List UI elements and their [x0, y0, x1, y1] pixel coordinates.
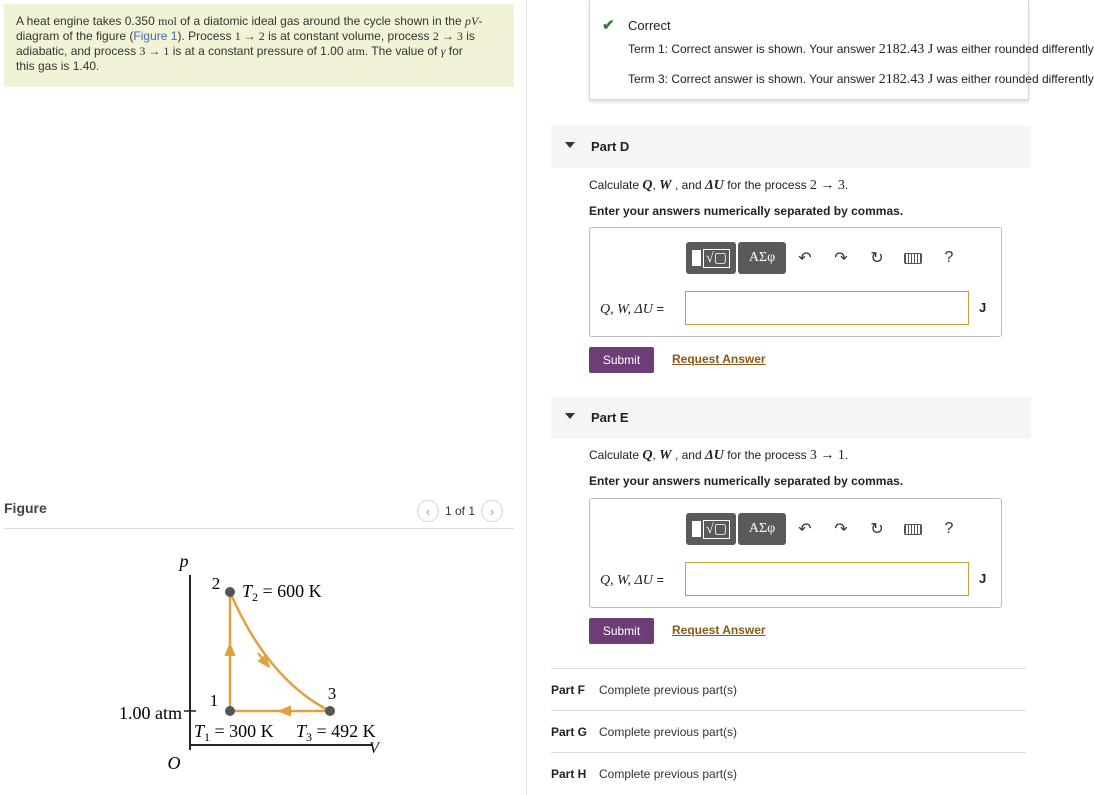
t2-label: $T_2 = 600$ K	[242, 581, 322, 604]
answer-label: Q, W, ΔU =	[600, 572, 665, 588]
undo-icon[interactable]: ↶	[798, 521, 812, 538]
answer-label: Q, W, ΔU =	[600, 301, 665, 317]
keyboard-icon[interactable]	[896, 513, 930, 545]
part-f-row[interactable]: Part F Complete previous part(s)	[551, 668, 1026, 710]
problem-line-4: this gas is 1.40.	[16, 59, 100, 73]
part-e-header[interactable]: Part E	[551, 397, 1031, 439]
collapse-triangle-icon[interactable]	[565, 413, 575, 419]
t1-label: $T_1 = 300$ K	[194, 721, 274, 744]
part-d-header[interactable]: Part D	[551, 126, 1031, 168]
feedback-box	[589, 0, 1094, 100]
point-3-label: 3	[327, 684, 337, 703]
math-toolbar	[686, 242, 966, 274]
t3-label: $T_3 = 492$ K	[296, 721, 376, 744]
help-icon[interactable]: ?	[944, 520, 954, 537]
part-e-submit-button[interactable]: Submit	[589, 618, 654, 644]
greek-symbols-button[interactable]: ΑΣφ	[738, 513, 786, 545]
figure-pager	[417, 500, 503, 522]
redo-icon[interactable]: ↷	[834, 250, 848, 267]
point-1-label: 1	[209, 691, 219, 710]
part-d-instructions: Enter your answers numerically separated by commas.	[589, 204, 904, 218]
part-e-instructions: Enter your answers numerically separated by commas.	[589, 474, 904, 488]
figure-heading: Figure	[4, 500, 47, 516]
part-d-request-answer-link[interactable]: Request Answer	[672, 352, 766, 366]
redo-icon[interactable]: ↷	[834, 521, 848, 538]
greek-symbols-button[interactable]: ΑΣφ	[738, 242, 786, 274]
keyboard-icon[interactable]	[896, 242, 930, 274]
part-e-answer-box	[589, 498, 1002, 608]
figure-link[interactable]: Figure 1	[133, 29, 178, 43]
part-e-request-answer-link[interactable]: Request Answer	[672, 623, 766, 637]
chevron-left-icon[interactable]: ‹	[417, 500, 439, 522]
point-1	[225, 706, 235, 716]
templates-button[interactable]: √▢	[686, 242, 736, 274]
point-3	[325, 706, 335, 716]
problem-line-3: adiabatic, and process 3 → 1 is at a constant pressure of 1.00 atm. The value of γ for	[16, 44, 463, 58]
part-g-row[interactable]: Part G Complete previous part(s)	[551, 710, 1026, 752]
unit-label: J	[979, 300, 987, 315]
templates-button[interactable]: √▢	[686, 513, 736, 545]
math-toolbar	[686, 513, 966, 545]
problem-line-2: diagram of the figure (Figure 1). Process 1 → 2 is at constant volume, process 2 → 3 is	[16, 29, 475, 43]
feedback-title: Correct	[628, 18, 671, 33]
part-d-submit-button[interactable]: Submit	[589, 347, 654, 373]
p-axis-label: p	[179, 551, 189, 571]
undo-icon[interactable]: ↶	[798, 250, 812, 267]
point-2-label: 2	[211, 574, 221, 593]
part-d-answer-box	[589, 227, 1002, 337]
problem-statement	[4, 4, 514, 87]
collapse-triangle-icon[interactable]	[565, 142, 575, 148]
point-2	[225, 587, 235, 597]
part-h-row[interactable]: Part H Complete previous part(s)	[551, 752, 1026, 794]
term-1-feedback: Term 1: Correct answer is shown. Your answer 2182.43 J was either rounded differently	[628, 42, 1094, 57]
reset-icon[interactable]: ↻	[870, 521, 884, 538]
pressure-label: 1.00 atm	[119, 703, 182, 723]
problem-line-1: A heat engine takes 0.350 mol of a diatomic ideal gas around the cycle shown in the pV-	[16, 14, 483, 28]
process-2-3	[230, 592, 330, 711]
chevron-right-icon[interactable]: ›	[481, 500, 503, 522]
origin-label: O	[167, 753, 181, 773]
term-3-feedback: Term 3: Correct answer is shown. Your answer 2182.43 J was either rounded differently	[628, 72, 1094, 87]
part-e-question: Calculate Q, W , and ΔU for the process 3 → 1.	[589, 448, 849, 463]
column-divider	[526, 0, 527, 795]
unit-label: J	[979, 571, 987, 586]
part-d-question: Calculate Q, W , and ΔU for the process 2 → 3.	[589, 178, 849, 193]
part-d-answer-input[interactable]	[685, 291, 969, 325]
figure-counter: 1 of 1	[445, 504, 476, 518]
figure-divider	[4, 528, 514, 529]
help-icon[interactable]: ?	[944, 249, 954, 266]
part-e-answer-input[interactable]	[685, 562, 969, 596]
reset-icon[interactable]: ↻	[870, 250, 884, 267]
pv-diagram	[100, 545, 420, 775]
v-axis-label: V	[369, 740, 379, 757]
checkmark-icon: ✔	[602, 17, 615, 34]
